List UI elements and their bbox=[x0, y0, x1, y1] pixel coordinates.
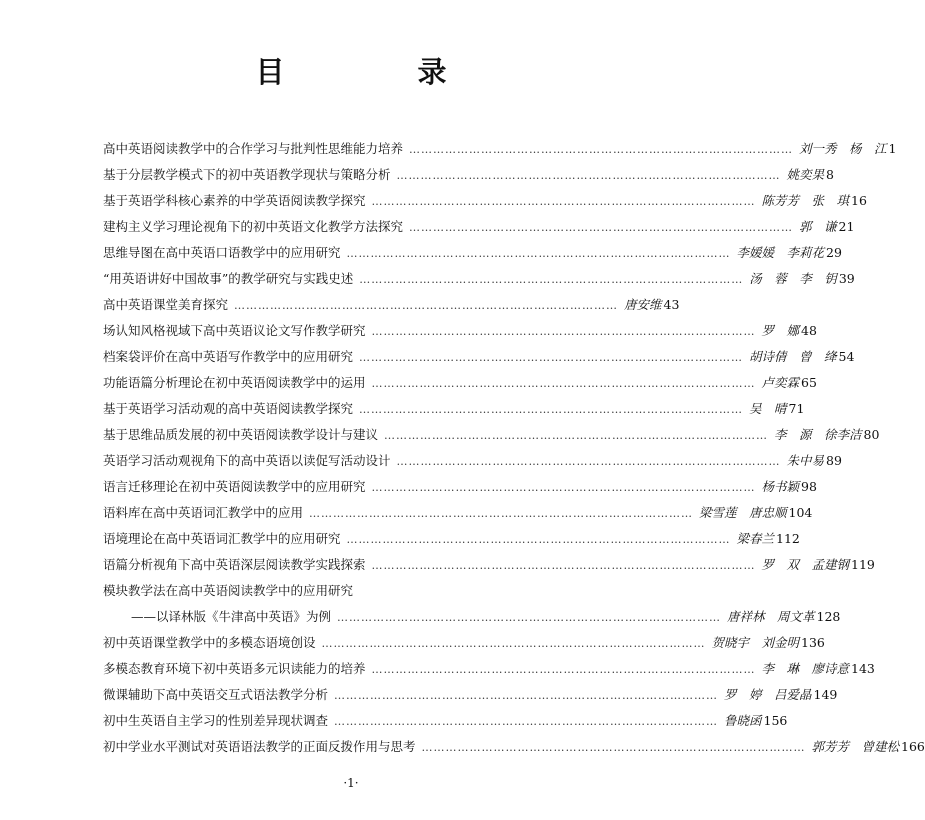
entry-authors: 梁春兰 bbox=[736, 531, 775, 546]
entry-title: 语言迁移理论在初中英语阅读教学中的应用研究 bbox=[103, 479, 366, 494]
leader-dots: …………………………………………………………………………………… bbox=[409, 221, 794, 234]
entry-page: 43 bbox=[663, 297, 680, 312]
leader-dots: …………………………………………………………………………………… bbox=[334, 689, 719, 702]
entry-authors: 朱中易 bbox=[786, 453, 825, 468]
entry-page: 29 bbox=[826, 245, 842, 260]
entry-title: 初中英语课堂教学中的多模态语境创设 bbox=[103, 635, 316, 650]
entry-authors: 李 源 徐李洁 bbox=[774, 427, 862, 442]
leader-dots: …………………………………………………………………………………… bbox=[337, 611, 722, 624]
toc-entry[interactable] bbox=[103, 474, 817, 500]
entry-authors: 李媛媛 李莉花 bbox=[736, 245, 825, 260]
leader-dots: …………………………………………………………………………………… bbox=[371, 663, 756, 676]
entry-title: 初中学业水平测试对英语语法教学的正面反拨作用与思考 bbox=[103, 739, 416, 754]
entry-title: 语料库在高中英语词汇教学中的应用 bbox=[103, 505, 304, 520]
entry-page: 80 bbox=[863, 427, 880, 442]
entry-page: 156 bbox=[763, 713, 788, 728]
leader-dots: …………………………………………………………………………………… bbox=[359, 273, 744, 286]
entry-authors: 胡诗倩 曾 绛 bbox=[749, 349, 837, 364]
entry-page: 98 bbox=[801, 479, 817, 494]
leader-dots: …………………………………………………………………………………… bbox=[371, 481, 756, 494]
toc-entry[interactable] bbox=[103, 526, 800, 552]
entry-title: 基于分层教学模式下的初中英语教学现状与策略分析 bbox=[103, 167, 391, 182]
entry-page: 16 bbox=[851, 193, 867, 208]
entry-title: 高中英语阅读教学中的合作学习与批判性思维能力培养 bbox=[103, 141, 404, 156]
toc-entry[interactable] bbox=[103, 630, 825, 656]
toc-entry[interactable] bbox=[103, 344, 855, 370]
entry-page: 143 bbox=[851, 661, 875, 676]
toc-entry[interactable] bbox=[103, 682, 838, 708]
entry-authors: 罗 双 孟建钢 bbox=[761, 557, 850, 572]
entry-authors: 李 琳 廖诗意 bbox=[761, 661, 850, 676]
entry-page: 39 bbox=[838, 271, 855, 286]
leader-dots: …………………………………………………………………………………… bbox=[346, 247, 731, 260]
entry-page: 112 bbox=[776, 531, 800, 546]
entry-title: ——以译林版《牛津高中英语》为例 bbox=[131, 609, 332, 624]
leader-dots: …………………………………………………………………………………… bbox=[309, 507, 694, 520]
page-number: ·1· bbox=[343, 776, 359, 790]
entry-page: 71 bbox=[788, 401, 805, 416]
toc-entry[interactable] bbox=[103, 240, 842, 266]
toc-entry[interactable] bbox=[103, 448, 842, 474]
entry-page: 119 bbox=[851, 557, 875, 572]
leader-dots: …………………………………………………………………………………… bbox=[359, 351, 744, 364]
leader-dots: …………………………………………………………………………………… bbox=[359, 403, 744, 416]
toc-entry[interactable] bbox=[103, 552, 875, 578]
entry-title: 场认知风格视域下高中英语议论文写作教学研究 bbox=[103, 323, 366, 338]
entry-authors: 鲁晓函 bbox=[724, 713, 762, 728]
toc-entry[interactable] bbox=[103, 578, 620, 604]
entry-authors: 汤 蓉 李 钥 bbox=[749, 271, 837, 286]
leader-dots: …………………………………………………………………………………… bbox=[371, 377, 756, 390]
toc-entry-subtitle[interactable] bbox=[103, 604, 841, 630]
entry-authors: 吴 晴 bbox=[749, 401, 787, 416]
leader-dots: …………………………………………………………………………………… bbox=[409, 143, 794, 156]
entry-authors: 罗 娜 bbox=[761, 323, 800, 338]
toc-entry[interactable] bbox=[103, 188, 867, 214]
leader-dots: …………………………………………………………………………………… bbox=[384, 429, 769, 442]
toc-entry[interactable] bbox=[103, 396, 805, 422]
toc-entry[interactable] bbox=[103, 136, 897, 162]
leader-dots: …………………………………………………………………………………… bbox=[334, 715, 719, 728]
entry-title: 基于英语学习活动观的高中英语阅读教学探究 bbox=[103, 401, 354, 416]
entry-authors: 贺晓宇 刘金明 bbox=[711, 635, 800, 650]
page-title: 目 录 bbox=[255, 55, 499, 89]
entry-authors: 杨书颖 bbox=[761, 479, 800, 494]
entry-page: 128 bbox=[816, 609, 841, 624]
entry-title: 建构主义学习理论视角下的初中英语文化教学方法探究 bbox=[103, 219, 404, 234]
toc-entry[interactable] bbox=[103, 266, 855, 292]
entry-authors: 卢奕霖 bbox=[761, 375, 800, 390]
toc-entry[interactable] bbox=[103, 370, 817, 396]
entry-page: 149 bbox=[813, 687, 838, 702]
entry-title: 基于英语学科核心素养的中学英语阅读教学探究 bbox=[103, 193, 366, 208]
entry-authors: 郭 谦 bbox=[799, 219, 837, 234]
leader-dots: …………………………………………………………………………………… bbox=[396, 455, 781, 468]
entry-page: 8 bbox=[826, 167, 834, 182]
table-of-contents bbox=[103, 136, 925, 760]
entry-title: 多模态教育环境下初中英语多元识读能力的培养 bbox=[103, 661, 366, 676]
toc-entry[interactable] bbox=[103, 734, 925, 760]
entry-page: 65 bbox=[801, 375, 817, 390]
entry-title: 档案袋评价在高中英语写作教学中的应用研究 bbox=[103, 349, 354, 364]
leader-dots: …………………………………………………………………………………… bbox=[371, 195, 756, 208]
toc-entry[interactable] bbox=[103, 214, 855, 240]
entry-page: 48 bbox=[801, 323, 817, 338]
entry-authors: 罗 婷 吕爱晶 bbox=[724, 687, 812, 702]
entry-title: 功能语篇分析理论在初中英语阅读教学中的运用 bbox=[103, 375, 366, 390]
entry-authors: 唐祥林 周文革 bbox=[727, 609, 815, 624]
entry-title: 英语学习活动观视角下的高中英语以读促写活动设计 bbox=[103, 453, 391, 468]
entry-title: 初中生英语自主学习的性别差异现状调查 bbox=[103, 713, 329, 728]
entry-title: 语篇分析视角下高中英语深层阅读教学实践探索 bbox=[103, 557, 366, 572]
entry-title: 模块教学法在高中英语阅读教学中的应用研究 bbox=[103, 583, 354, 598]
entry-title: 基于思维品质发展的初中英语阅读教学设计与建议 bbox=[103, 427, 379, 442]
entry-page: 54 bbox=[838, 349, 855, 364]
entry-page: 1 bbox=[888, 141, 897, 156]
leader-dots: …………………………………………………………………………………… bbox=[234, 299, 619, 312]
entry-title: 微课辅助下高中英语交互式语法教学分析 bbox=[103, 687, 329, 702]
entry-authors: 陈芳芳 张 琪 bbox=[761, 193, 850, 208]
leader-dots: …………………………………………………………………………………… bbox=[321, 637, 706, 650]
entry-authors: 刘一秀 杨 江 bbox=[799, 141, 887, 156]
leader-dots: …………………………………………………………………………………… bbox=[396, 169, 781, 182]
entry-title: “用英语讲好中国故事”的教学研究与实践史述 bbox=[103, 271, 354, 286]
entry-page: 136 bbox=[801, 635, 825, 650]
leader-dots: …………………………………………………………………………………… bbox=[346, 533, 731, 546]
leader-dots: …………………………………………………………………………………… bbox=[371, 325, 756, 338]
entry-page: 166 bbox=[901, 739, 925, 754]
entry-authors: 郭芳芳 曾建松 bbox=[811, 739, 900, 754]
leader-dots: …………………………………………………………………………………… bbox=[421, 741, 806, 754]
entry-title: 语境理论在高中英语词汇教学中的应用研究 bbox=[103, 531, 341, 546]
leader-dots: …………………………………………………………………………………… bbox=[371, 559, 756, 572]
entry-page: 89 bbox=[826, 453, 842, 468]
toc-entry[interactable] bbox=[103, 500, 813, 526]
toc-entry[interactable] bbox=[103, 318, 817, 344]
entry-page: 21 bbox=[838, 219, 855, 234]
toc-entry[interactable] bbox=[103, 656, 875, 682]
entry-title: 思维导图在高中英语口语教学中的应用研究 bbox=[103, 245, 341, 260]
toc-entry[interactable] bbox=[103, 162, 834, 188]
toc-entry[interactable] bbox=[103, 292, 680, 318]
entry-authors: 唐安维 bbox=[624, 297, 662, 312]
toc-entry[interactable] bbox=[103, 422, 880, 448]
entry-title: 高中英语课堂美育探究 bbox=[103, 297, 229, 312]
toc-entry[interactable] bbox=[103, 708, 788, 734]
entry-authors: 梁雪莲 唐忠顺 bbox=[699, 505, 787, 520]
entry-authors: 姚奕果 bbox=[786, 167, 825, 182]
entry-page: 104 bbox=[788, 505, 813, 520]
